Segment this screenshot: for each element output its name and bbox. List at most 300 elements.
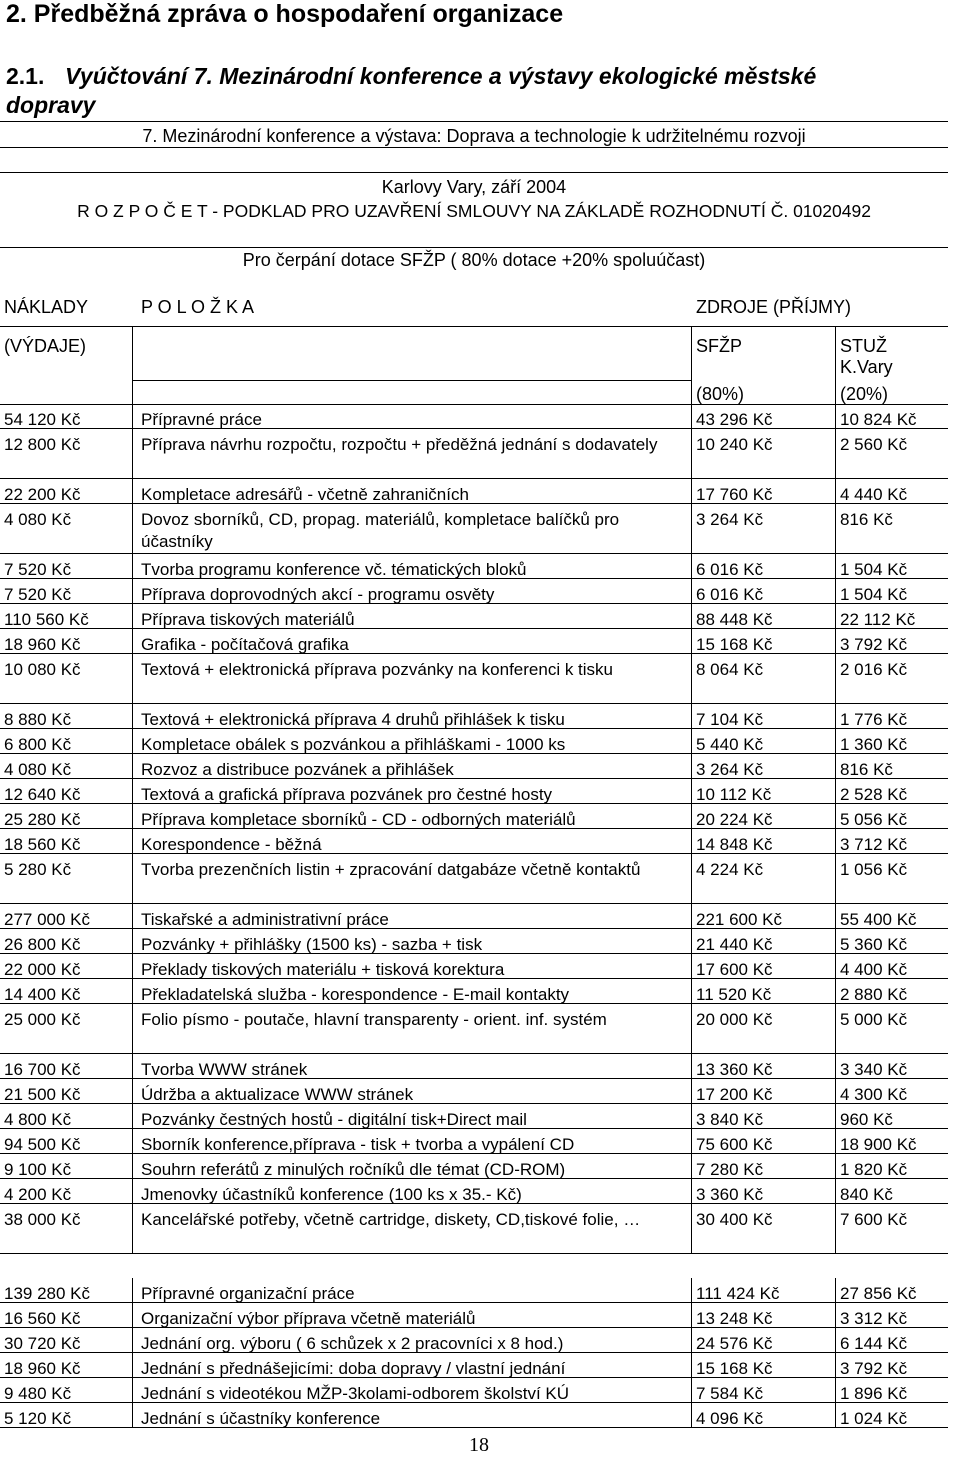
column-divider: [835, 1403, 836, 1428]
item-cell: Korespondence - běžná: [141, 835, 322, 854]
cost-cell: 25 280 Kč: [4, 810, 81, 829]
section-title: Vyúčtování 7. Mezinárodní konference a výstavy ekologické městské dopravy: [6, 63, 817, 118]
budget-title: R O Z P O Č E T - PODKLAD PRO UZAVŘENÍ SMLOUVY NA ZÁKLADĚ ROZHODNUTÍ Č. 01020492: [77, 201, 871, 221]
column-divider: [835, 1054, 836, 1079]
table-row: [0, 1179, 948, 1204]
table-row: [0, 704, 948, 729]
stuz-cell: 55 400 Kč: [840, 910, 917, 929]
page-number: 18: [469, 1434, 489, 1456]
table-row: [0, 554, 948, 579]
divider: [0, 172, 948, 173]
table-row: [0, 1278, 948, 1303]
column-divider: [835, 729, 836, 754]
cost-cell: 16 560 Kč: [4, 1309, 81, 1328]
column-divider: [691, 579, 692, 604]
stuz-cell: 816 Kč: [840, 760, 893, 779]
sfzp-cell: 10 112 Kč: [696, 785, 772, 804]
column-divider: [691, 754, 692, 779]
table-row: [0, 854, 948, 904]
item-cell: Údržba a aktualizace WWW stránek: [141, 1085, 414, 1104]
cost-cell: 7 520 Kč: [4, 585, 72, 604]
sfzp-cell: 24 576 Kč: [696, 1334, 773, 1353]
cost-cell: 4 080 Kč: [4, 510, 72, 529]
sfzp-cell: 30 400 Kč: [696, 1210, 773, 1229]
column-divider: [835, 954, 836, 979]
stuz-cell: 7 600 Kč: [840, 1210, 908, 1229]
divider: [0, 147, 948, 148]
header-stuz-pct: (20%): [840, 384, 889, 404]
section-heading: [6, 62, 906, 120]
column-divider: [835, 404, 836, 429]
stuz-cell: 4 440 Kč: [840, 485, 908, 504]
table-row: [0, 654, 948, 704]
column-divider: [691, 1004, 692, 1054]
item-cell: Tvorba WWW stránek: [141, 1060, 308, 1079]
item-cell: Přípravné práce: [141, 410, 262, 429]
cost-cell: 5 120 Kč: [4, 1409, 72, 1428]
cost-cell: 94 500 Kč: [4, 1135, 81, 1154]
sfzp-cell: 3 360 Kč: [696, 1185, 764, 1204]
column-divider: [132, 404, 133, 429]
column-divider: [835, 604, 836, 629]
column-divider: [132, 1179, 133, 1204]
header-costs: NÁKLADY: [4, 297, 89, 317]
cost-cell: 9 480 Kč: [4, 1384, 72, 1403]
column-divider: [132, 1353, 133, 1378]
column-divider: [835, 829, 836, 854]
table-row: [0, 1079, 948, 1104]
item-cell: Přípravné organizační práce: [141, 1284, 355, 1303]
stuz-cell: 5 360 Kč: [840, 935, 908, 954]
item-cell: Pozvánky čestných hostů - digitální tisk+Direct mail: [141, 1110, 527, 1129]
column-divider: [691, 854, 692, 904]
sfzp-cell: 13 248 Kč: [696, 1309, 773, 1328]
table-row: [0, 1403, 948, 1428]
column-divider: [835, 1154, 836, 1179]
sfzp-cell: 14 848 Kč: [696, 835, 773, 854]
stuz-cell: 3 312 Kč: [840, 1309, 908, 1328]
stuz-cell: 1 024 Kč: [840, 1409, 908, 1428]
header-item: P O L O Ž K A: [141, 297, 255, 317]
cost-cell: 16 700 Kč: [4, 1060, 81, 1079]
column-divider: [691, 779, 692, 804]
stuz-cell: 18 900 Kč: [840, 1135, 917, 1154]
column-divider: [132, 1079, 133, 1104]
column-divider: [691, 1154, 692, 1179]
blank-row: [0, 1254, 948, 1278]
cost-cell: 22 200 Kč: [4, 485, 81, 504]
column-divider: [132, 629, 133, 654]
column-divider: [132, 954, 133, 979]
item-cell: Grafika - počítačová grafika: [141, 635, 349, 654]
column-divider: [835, 904, 836, 929]
sfzp-cell: 17 760 Kč: [696, 485, 773, 504]
sfzp-cell: 11 520 Kč: [696, 985, 772, 1004]
sfzp-cell: 4 096 Kč: [696, 1409, 764, 1428]
sfzp-cell: 7 104 Kč: [696, 710, 764, 729]
column-divider: [132, 854, 133, 904]
column-divider: [691, 829, 692, 854]
cost-cell: 5 280 Kč: [4, 860, 72, 879]
cost-cell: 4 080 Kč: [4, 760, 72, 779]
stuz-cell: 2 016 Kč: [840, 660, 908, 679]
table-row: [0, 479, 948, 504]
stuz-cell: 1 820 Kč: [840, 1160, 908, 1179]
column-divider: [691, 1278, 692, 1303]
stuz-cell: 3 712 Kč: [840, 835, 908, 854]
table-row: [0, 504, 948, 554]
column-divider: [691, 1403, 692, 1428]
header-stuz: STUŽ K.Vary: [840, 336, 893, 377]
column-divider: [835, 1303, 836, 1328]
stuz-cell: 840 Kč: [840, 1185, 893, 1204]
column-divider: [132, 479, 133, 504]
stuz-cell: 5 000 Kč: [840, 1010, 908, 1029]
item-cell: Jednání s přednášejicími: doba dopravy / vlastní jednání: [141, 1359, 566, 1378]
column-divider: [132, 979, 133, 1004]
stuz-cell: 10 824 Kč: [840, 410, 917, 429]
column-divider: [132, 779, 133, 804]
cost-cell: 110 560 Kč: [4, 610, 89, 629]
cost-cell: 18 960 Kč: [4, 1359, 81, 1378]
sfzp-cell: 43 296 Kč: [696, 410, 773, 429]
sfzp-cell: 221 600 Kč: [696, 910, 783, 929]
column-divider: [835, 326, 836, 404]
stuz-cell: 3 792 Kč: [840, 635, 908, 654]
item-cell: Jednání s videotékou MŽP-3kolami-odborem školství KÚ: [141, 1384, 570, 1403]
column-divider: [691, 1179, 692, 1204]
column-divider: [132, 1403, 133, 1428]
cost-cell: 10 080 Kč: [4, 660, 81, 679]
column-divider: [691, 1303, 692, 1328]
item-cell: Rozvoz a distribuce pozvánek a přihlášek: [141, 760, 454, 779]
column-divider: [835, 1179, 836, 1204]
table-row: [0, 929, 948, 954]
table-row: [0, 429, 948, 479]
table-row: [0, 629, 948, 654]
column-divider: [691, 804, 692, 829]
column-divider: [835, 429, 836, 479]
sfzp-cell: 3 264 Kč: [696, 760, 764, 779]
column-divider: [691, 1328, 692, 1353]
table-row: [0, 1303, 948, 1328]
table-row: [0, 1104, 948, 1129]
item-cell: Sborník konference,příprava - tisk + tvorba a vypálení CD: [141, 1135, 575, 1154]
sfzp-cell: 15 168 Kč: [696, 635, 773, 654]
column-divider: [835, 504, 836, 554]
cost-cell: 18 560 Kč: [4, 835, 81, 854]
stuz-cell: 1 056 Kč: [840, 860, 908, 879]
cost-cell: 22 000 Kč: [4, 960, 81, 979]
sfzp-cell: 8 064 Kč: [696, 660, 764, 679]
sfzp-cell: 5 440 Kč: [696, 735, 764, 754]
row-border: [0, 1427, 948, 1428]
conference-title: 7. Mezinárodní konference a výstava: Doprava a technologie k udržitelnému rozvoji: [142, 126, 806, 146]
item-cell: Jednání org. výboru ( 6 schůzek x 2 pracovníci x 8 hod.): [141, 1334, 564, 1353]
column-divider: [691, 429, 692, 479]
stuz-cell: 1 360 Kč: [840, 735, 908, 754]
sfzp-cell: 10 240 Kč: [696, 435, 773, 454]
place-date: Karlovy Vary, září 2004: [381, 177, 567, 197]
header-sfzp: SFŽP: [696, 336, 743, 356]
sfzp-cell: 3 264 Kč: [696, 510, 764, 529]
column-divider: [691, 954, 692, 979]
column-divider: [691, 604, 692, 629]
column-divider: [835, 1204, 836, 1254]
column-divider: [691, 1204, 692, 1254]
column-divider: [132, 554, 133, 579]
table-row: [0, 1204, 948, 1254]
column-divider: [132, 1004, 133, 1054]
divider: [0, 247, 948, 248]
column-divider: [835, 1079, 836, 1104]
table-row: [0, 404, 948, 429]
subsidy-note: Pro čerpání dotace SFŽP ( 80% dotace +20% spoluúčast): [242, 250, 706, 270]
table-row: [0, 1353, 948, 1378]
column-divider: [835, 754, 836, 779]
column-divider: [132, 929, 133, 954]
item-cell: Kompletace adresářů - včetně zahraničních: [141, 485, 469, 504]
table-row: [0, 779, 948, 804]
cost-cell: 25 000 Kč: [4, 1010, 81, 1029]
item-cell: Příprava tiskových materiálů: [141, 610, 355, 629]
budget-table: [0, 404, 948, 1428]
column-divider: [132, 1303, 133, 1328]
stuz-cell: 27 856 Kč: [840, 1284, 917, 1303]
cost-cell: 26 800 Kč: [4, 935, 81, 954]
item-cell: Textová + elektronická příprava 4 druhů přihlášek k tisku: [141, 710, 565, 729]
stuz-cell: 2 560 Kč: [840, 435, 908, 454]
column-divider: [691, 929, 692, 954]
stuz-cell: 2 880 Kč: [840, 985, 908, 1004]
column-divider: [835, 654, 836, 704]
column-divider: [691, 654, 692, 704]
item-cell: Dovoz sborníků, CD, propag. materiálů, kompletace balíčků pro účastníky: [141, 510, 620, 551]
item-cell: Tvorba prezenčních listin + zpracování datgabáze včetně kontaktů: [141, 860, 641, 879]
column-divider: [835, 979, 836, 1004]
item-cell: Textová + elektronická příprava pozvánky na konferenci k tisku: [141, 660, 613, 679]
sfzp-cell: 17 600 Kč: [696, 960, 773, 979]
column-divider: [132, 1054, 133, 1079]
table-row: [0, 829, 948, 854]
sfzp-cell: 4 224 Kč: [696, 860, 764, 879]
column-divider: [835, 1004, 836, 1054]
column-divider: [132, 754, 133, 779]
column-divider: [132, 504, 133, 554]
column-divider: [132, 604, 133, 629]
table-row: [0, 1378, 948, 1403]
stuz-cell: 4 300 Kč: [840, 1085, 908, 1104]
sfzp-cell: 21 440 Kč: [696, 935, 773, 954]
sfzp-cell: 7 584 Kč: [696, 1384, 764, 1403]
item-cell: Překlady tiskových materiálu + tisková korektura: [141, 960, 505, 979]
item-cell: Příprava návrhu rozpočtu, rozpočtu + předěžná jednání s dodavately: [141, 435, 658, 454]
item-cell: Jmenovky účastníků konference (100 ks x 35.- Kč): [141, 1185, 522, 1204]
item-cell: Jednání s účastníky konference: [141, 1409, 381, 1428]
column-divider: [132, 1204, 133, 1254]
stuz-cell: 6 144 Kč: [840, 1334, 908, 1353]
header-costs-sub: (VÝDAJE): [4, 336, 87, 356]
column-divider: [835, 579, 836, 604]
column-divider: [835, 1328, 836, 1353]
column-divider: [691, 326, 692, 404]
table-row: [0, 979, 948, 1004]
stuz-cell: 816 Kč: [840, 510, 893, 529]
column-divider: [835, 704, 836, 729]
table-row: [0, 754, 948, 779]
stuz-cell: 960 Kč: [840, 1110, 893, 1129]
column-divider: [132, 729, 133, 754]
table-row: [0, 804, 948, 829]
sfzp-cell: 111 424 Kč: [696, 1284, 780, 1303]
item-cell: Pozvánky + přihlášky (1500 ks) - sazba + tisk: [141, 935, 483, 954]
column-divider: [132, 1104, 133, 1129]
column-divider: [691, 629, 692, 654]
sfzp-cell: 17 200 Kč: [696, 1085, 773, 1104]
table-row: [0, 729, 948, 754]
stuz-cell: 3 340 Kč: [840, 1060, 908, 1079]
sfzp-cell: 15 168 Kč: [696, 1359, 773, 1378]
column-divider: [835, 479, 836, 504]
column-divider: [835, 1278, 836, 1303]
column-divider: [691, 1104, 692, 1129]
cost-cell: 18 960 Kč: [4, 635, 81, 654]
sfzp-cell: 7 280 Kč: [696, 1160, 764, 1179]
stuz-cell: 1 504 Kč: [840, 585, 908, 604]
column-divider: [691, 479, 692, 504]
column-divider: [132, 654, 133, 704]
column-divider: [132, 904, 133, 929]
sfzp-cell: 6 016 Kč: [696, 560, 764, 579]
cost-cell: 4 200 Kč: [4, 1185, 72, 1204]
sfzp-cell: 20 000 Kč: [696, 1010, 773, 1029]
cost-cell: 30 720 Kč: [4, 1334, 81, 1353]
column-divider: [132, 1154, 133, 1179]
cost-cell: 9 100 Kč: [4, 1160, 72, 1179]
cost-cell: 38 000 Kč: [4, 1210, 81, 1229]
item-cell: Souhrn referátů z minulých ročníků dle témat (CD-ROM): [141, 1160, 566, 1179]
table-row: [0, 904, 948, 929]
stuz-cell: 4 400 Kč: [840, 960, 908, 979]
column-divider: [132, 704, 133, 729]
column-divider: [691, 979, 692, 1004]
table-row: [0, 1154, 948, 1179]
table-row: [0, 1004, 948, 1054]
column-divider: [132, 326, 133, 404]
divider: [0, 326, 948, 327]
stuz-cell: 3 792 Kč: [840, 1359, 908, 1378]
stuz-cell: 5 056 Kč: [840, 810, 908, 829]
column-divider: [835, 1353, 836, 1378]
column-divider: [835, 1104, 836, 1129]
table-row: [0, 604, 948, 629]
divider: [132, 380, 691, 381]
column-divider: [835, 804, 836, 829]
document-heading: 2. Předběžná zpráva o hospodaření organizace: [6, 0, 564, 28]
column-divider: [691, 1054, 692, 1079]
item-cell: Tvorba programu konference vč. tématických bloků: [141, 560, 527, 579]
column-divider: [835, 854, 836, 904]
column-divider: [691, 1079, 692, 1104]
cost-cell: 139 280 Kč: [4, 1284, 91, 1303]
item-cell: Textová a grafická příprava pozvánek pro čestné hosty: [141, 785, 553, 804]
column-divider: [835, 629, 836, 654]
stuz-cell: 1 776 Kč: [840, 710, 908, 729]
column-divider: [691, 1378, 692, 1403]
item-cell: Překladatelská služba - korespondence - E-mail kontakty: [141, 985, 570, 1004]
sfzp-cell: 3 840 Kč: [696, 1110, 764, 1129]
table-row: [0, 1054, 948, 1079]
item-cell: Příprava doprovodných akcí - programu osvěty: [141, 585, 495, 604]
column-divider: [132, 804, 133, 829]
column-divider: [132, 1378, 133, 1403]
column-divider: [691, 904, 692, 929]
column-divider: [132, 429, 133, 479]
column-divider: [691, 554, 692, 579]
sfzp-cell: 75 600 Kč: [696, 1135, 773, 1154]
divider: [0, 121, 948, 122]
cost-cell: 12 800 Kč: [4, 435, 81, 454]
column-divider: [132, 1328, 133, 1353]
item-cell: Kompletace obálek s pozvánkou a přihláškami - 1000 ks: [141, 735, 566, 754]
sfzp-cell: 6 016 Kč: [696, 585, 764, 604]
cost-cell: 21 500 Kč: [4, 1085, 81, 1104]
item-cell: Příprava kompletace sborníků - CD - odborných materiálů: [141, 810, 576, 829]
table-row: [0, 1328, 948, 1353]
item-cell: Tiskařské a administrativní práce: [141, 910, 389, 929]
column-divider: [691, 1129, 692, 1154]
cost-cell: 12 640 Kč: [4, 785, 81, 804]
header-sources: ZDROJE (PŘÍJMY): [696, 297, 851, 317]
column-divider: [835, 554, 836, 579]
cost-cell: 8 880 Kč: [4, 710, 72, 729]
sfzp-cell: 13 360 Kč: [696, 1060, 773, 1079]
stuz-cell: 2 528 Kč: [840, 785, 908, 804]
column-divider: [132, 1129, 133, 1154]
cost-cell: 6 800 Kč: [4, 735, 72, 754]
sfzp-cell: 88 448 Kč: [696, 610, 773, 629]
column-divider: [835, 929, 836, 954]
column-divider: [691, 1353, 692, 1378]
column-divider: [132, 1278, 133, 1303]
table-row: [0, 1129, 948, 1154]
cost-cell: 4 800 Kč: [4, 1110, 72, 1129]
column-divider: [835, 1129, 836, 1154]
cost-cell: 54 120 Kč: [4, 410, 81, 429]
sfzp-cell: 20 224 Kč: [696, 810, 773, 829]
column-divider: [132, 829, 133, 854]
item-cell: Kancelářské potřeby, včetně cartridge, diskety, CD,tiskové folie, …: [141, 1210, 641, 1229]
column-divider: [835, 779, 836, 804]
table-row: [0, 954, 948, 979]
column-divider: [835, 1378, 836, 1403]
header-sfzp-pct: (80%): [696, 384, 745, 404]
stuz-cell: 1 504 Kč: [840, 560, 908, 579]
column-divider: [691, 404, 692, 429]
column-divider: [132, 579, 133, 604]
item-cell: Organizační výbor příprava včetně materiálů: [141, 1309, 476, 1328]
cost-cell: 14 400 Kč: [4, 985, 81, 1004]
cost-cell: 277 000 Kč: [4, 910, 91, 929]
cost-cell: 7 520 Kč: [4, 560, 72, 579]
column-divider: [691, 729, 692, 754]
stuz-cell: 22 112 Kč: [840, 610, 916, 629]
column-divider: [691, 704, 692, 729]
section-number: 2.1.: [6, 63, 45, 89]
stuz-cell: 1 896 Kč: [840, 1384, 908, 1403]
table-row: [0, 579, 948, 604]
column-divider: [691, 504, 692, 554]
